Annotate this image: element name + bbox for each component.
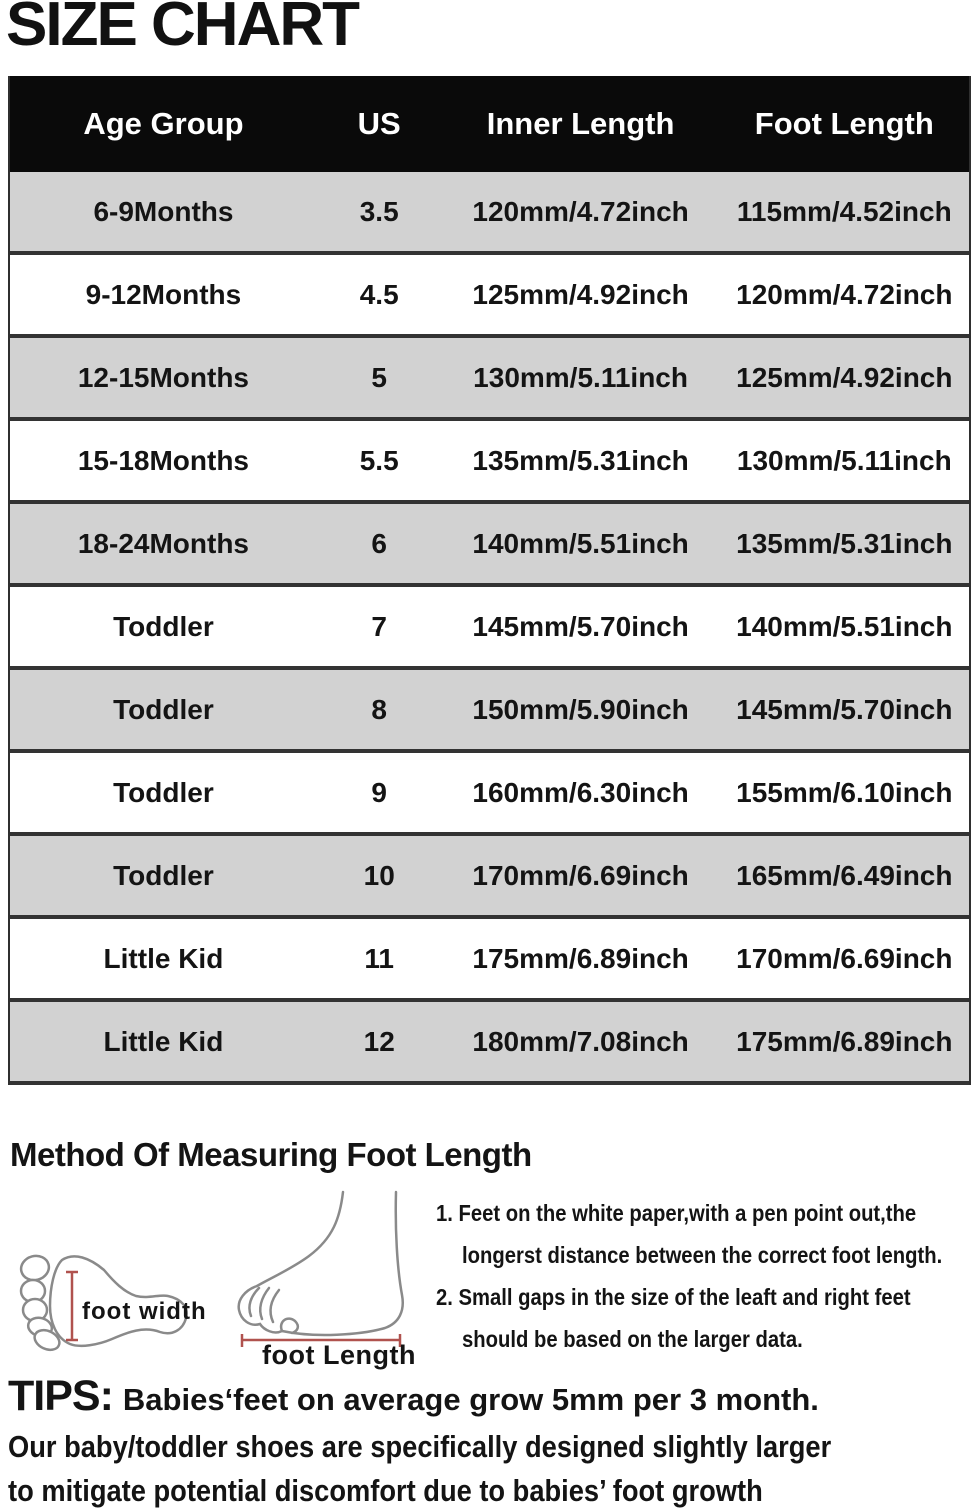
- table-row: [10, 504, 969, 587]
- cell-inner-length: 180mm/7.08inch: [472, 1025, 689, 1057]
- cell-foot-length: 125mm/4.92inch: [736, 361, 953, 393]
- cell-us: 11: [364, 942, 394, 974]
- cell-us: 9: [371, 776, 387, 808]
- measuring-section-heading: Method Of Measuring Foot Length: [10, 1136, 532, 1173]
- cell-us: 4.5: [359, 278, 399, 310]
- cell-foot-length: 155mm/6.10inch: [736, 776, 953, 808]
- cell-foot-length: 140mm/5.51inch: [736, 610, 953, 642]
- toe-shape: [18, 1253, 51, 1283]
- cell-inner-length: 135mm/5.31inch: [472, 444, 689, 476]
- cell-inner-length: 170mm/6.69inch: [472, 859, 689, 891]
- cell-foot-length: 120mm/4.72inch: [736, 278, 953, 310]
- cell-age-group: Toddler: [113, 776, 214, 808]
- cell-us: 5.5: [359, 444, 399, 476]
- tips-line: to mitigate potential discomfort due to babies’ foot growth: [8, 1473, 763, 1508]
- table-row: [10, 670, 969, 753]
- foot-side-illustration: [233, 1188, 407, 1356]
- header-us: US: [357, 106, 401, 141]
- cell-foot-length: 170mm/6.69inch: [736, 942, 953, 974]
- cell-us: 5: [371, 361, 387, 393]
- foot-width-label: foot width: [82, 1298, 207, 1325]
- cell-age-group: 15-18Months: [77, 444, 250, 476]
- cell-age-group: Toddler: [113, 610, 214, 642]
- header-foot-length: Foot Length: [754, 106, 934, 141]
- table-row: [10, 753, 969, 836]
- instruction-line: 2. Small gaps in the size of the leaft and right feet: [436, 1284, 911, 1310]
- tips-label: TIPS:: [8, 1372, 113, 1420]
- cell-age-group: 9-12Months: [85, 278, 242, 310]
- cell-age-group: Toddler: [113, 693, 214, 725]
- instruction-line: 1. Feet on the white paper,with a pen point out,the: [436, 1200, 917, 1226]
- table-header-row: [10, 76, 969, 172]
- tips-line: Our baby/toddler shoes are specifically designed slightly larger: [8, 1429, 832, 1464]
- cell-foot-length: 135mm/5.31inch: [736, 527, 953, 559]
- cell-inner-length: 150mm/5.90inch: [472, 693, 689, 725]
- cell-foot-length: 165mm/6.49inch: [736, 859, 953, 891]
- table-row: [10, 255, 969, 338]
- header-inner-length: Inner Length: [486, 106, 675, 141]
- cell-inner-length: 160mm/6.30inch: [472, 776, 689, 808]
- cell-inner-length: 175mm/6.89inch: [472, 942, 689, 974]
- cell-age-group: Little Kid: [103, 942, 224, 974]
- instruction-line: should be based on the larger data.: [462, 1326, 803, 1352]
- table-row: [10, 836, 969, 919]
- cell-us: 8: [371, 693, 387, 725]
- cell-inner-length: 130mm/5.11inch: [473, 361, 688, 393]
- cell-foot-length: 145mm/5.70inch: [736, 693, 953, 725]
- cell-inner-length: 120mm/4.72inch: [472, 195, 689, 227]
- cell-age-group: Toddler: [113, 859, 214, 891]
- cell-age-group: 18-24Months: [77, 527, 250, 559]
- foot-length-label: foot Length: [262, 1340, 416, 1370]
- tips-line: Babies‘feet on average grow 5mm per 3 month.: [122, 1382, 819, 1417]
- size-table: [8, 76, 971, 1085]
- cell-foot-length: 130mm/5.11inch: [736, 444, 952, 476]
- cell-inner-length: 125mm/4.92inch: [472, 278, 689, 310]
- table-row: [10, 421, 969, 504]
- instruction-line: longerst distance between the correct foot length.: [462, 1242, 943, 1268]
- cell-foot-length: 115mm/4.52inch: [736, 195, 952, 227]
- header-age-group: Age Group: [83, 106, 244, 141]
- table-row: [10, 172, 969, 255]
- cell-us: 10: [363, 859, 395, 891]
- page-title: SIZE CHART: [6, 0, 358, 59]
- cell-inner-length: 140mm/5.51inch: [472, 527, 689, 559]
- table-row: [10, 1002, 969, 1085]
- cell-us: 7: [371, 610, 387, 642]
- cell-us: 12: [363, 1025, 395, 1057]
- cell-age-group: 12-15Months: [77, 361, 250, 393]
- tips-section: [8, 1372, 978, 1509]
- measuring-instructions: [436, 1192, 980, 1360]
- cell-inner-length: 145mm/5.70inch: [472, 610, 689, 642]
- cell-age-group: 6-9Months: [93, 195, 234, 227]
- cell-age-group: Little Kid: [103, 1025, 224, 1057]
- table-row: [10, 919, 969, 1002]
- cell-us: 3.5: [359, 195, 399, 227]
- cell-foot-length: 175mm/6.89inch: [736, 1025, 953, 1057]
- table-row: [10, 338, 969, 421]
- table-row: [10, 587, 969, 670]
- cell-us: 6: [371, 527, 387, 559]
